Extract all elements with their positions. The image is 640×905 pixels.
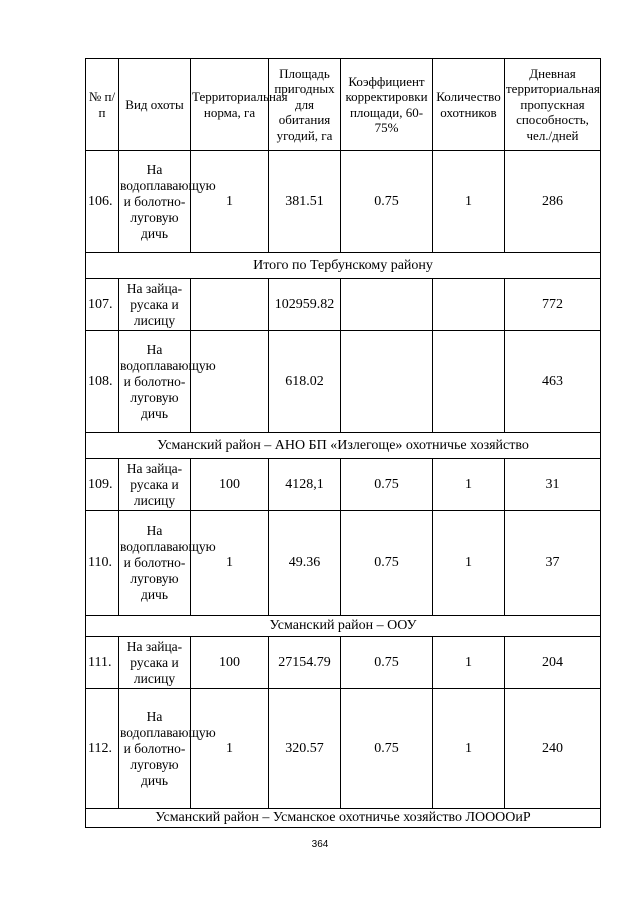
cell-capacity: 31 [505, 459, 601, 511]
table-row [86, 331, 601, 433]
cell-num: 109. [86, 459, 119, 511]
table-header-row [86, 59, 601, 151]
cell-num: 108. [86, 331, 119, 433]
cell-area: 320.57 [269, 689, 341, 809]
cell-capacity: 240 [505, 689, 601, 809]
cell-kind: На зайца-русака и лисицу [119, 279, 191, 331]
cell-norm [191, 331, 269, 433]
cell-norm: 100 [191, 459, 269, 511]
section-title: Итого по Тербунскому району [86, 253, 601, 279]
cell-hunters: 1 [433, 637, 505, 689]
cell-hunters: 1 [433, 689, 505, 809]
cell-coef [341, 331, 433, 433]
cell-norm: 1 [191, 151, 269, 253]
cell-area: 381.51 [269, 151, 341, 253]
cell-coef: 0.75 [341, 459, 433, 511]
cell-num: 112. [86, 689, 119, 809]
cell-kind: На водоплавающую и болотно-луговую дичь [119, 689, 191, 809]
cell-num: 111. [86, 637, 119, 689]
section-row [86, 809, 601, 828]
header-capacity: Дневная территориальная пропускная способность, чел./дней [505, 59, 601, 151]
cell-norm: 100 [191, 637, 269, 689]
cell-capacity: 463 [505, 331, 601, 433]
cell-area: 618.02 [269, 331, 341, 433]
section-row [86, 616, 601, 637]
hunting-capacity-table [85, 58, 601, 828]
cell-area: 4128,1 [269, 459, 341, 511]
cell-coef: 0.75 [341, 637, 433, 689]
cell-norm: 1 [191, 511, 269, 616]
cell-kind: На водоплавающую и болотно-луговую дичь [119, 331, 191, 433]
cell-coef: 0.75 [341, 151, 433, 253]
table-row [86, 279, 601, 331]
cell-capacity: 37 [505, 511, 601, 616]
table-row [86, 151, 601, 253]
cell-coef [341, 279, 433, 331]
cell-hunters [433, 331, 505, 433]
section-title: Усманский район – Усманское охотничье хозяйство ЛООООиР [86, 809, 601, 828]
header-num: № п/п [86, 59, 119, 151]
cell-norm: 1 [191, 689, 269, 809]
cell-kind: На водоплавающую и болотно-луговую дичь [119, 511, 191, 616]
cell-capacity: 772 [505, 279, 601, 331]
cell-coef: 0.75 [341, 511, 433, 616]
cell-norm [191, 279, 269, 331]
cell-area: 49.36 [269, 511, 341, 616]
cell-area: 102959.82 [269, 279, 341, 331]
table-row [86, 637, 601, 689]
section-row [86, 253, 601, 279]
header-hunters: Количество охотников [433, 59, 505, 151]
header-coef: Коэффициент корректировки площади, 60-75% [341, 59, 433, 151]
cell-hunters: 1 [433, 511, 505, 616]
cell-hunters [433, 279, 505, 331]
section-row [86, 433, 601, 459]
cell-kind: На зайца-русака и лисицу [119, 459, 191, 511]
cell-area: 27154.79 [269, 637, 341, 689]
table-row [86, 511, 601, 616]
header-kind: Вид охоты [119, 59, 191, 151]
table-row [86, 689, 601, 809]
cell-num: 106. [86, 151, 119, 253]
cell-hunters: 1 [433, 459, 505, 511]
cell-num: 107. [86, 279, 119, 331]
section-title: Усманский район – ООУ [86, 616, 601, 637]
section-title: Усманский район – АНО БП «Излегоще» охотничье хозяйство [86, 433, 601, 459]
header-area: Площадь пригодных для обитания угодий, га [269, 59, 341, 151]
cell-capacity: 286 [505, 151, 601, 253]
cell-coef: 0.75 [341, 689, 433, 809]
page-number: 364 [311, 839, 329, 850]
cell-kind: На зайца-русака и лисицу [119, 637, 191, 689]
cell-hunters: 1 [433, 151, 505, 253]
header-norm: Территориальная норма, га [191, 59, 269, 151]
cell-num: 110. [86, 511, 119, 616]
cell-kind: На водоплавающую и болотно-луговую дичь [119, 151, 191, 253]
table-row [86, 459, 601, 511]
cell-capacity: 204 [505, 637, 601, 689]
